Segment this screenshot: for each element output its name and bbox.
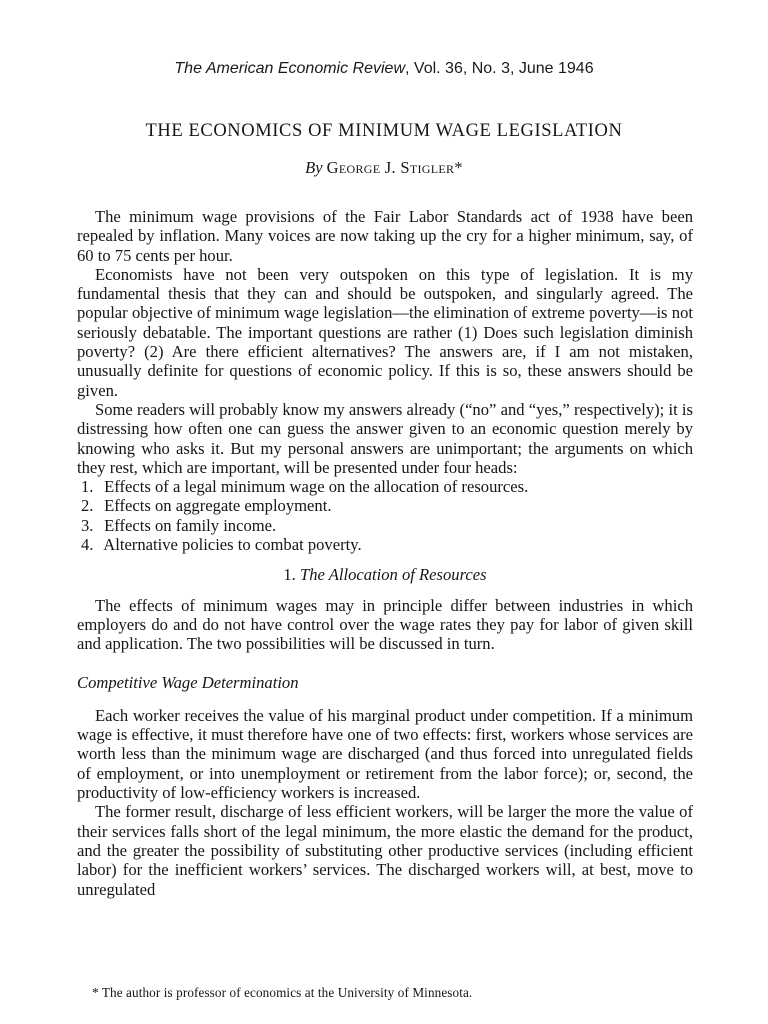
list-item-number: 3. <box>81 515 94 535</box>
list-item <box>81 515 693 535</box>
subsection-heading: Competitive Wage Determination <box>77 672 299 692</box>
list-item-text: Alternative policies to combat poverty. <box>103 535 362 555</box>
list-item <box>81 535 693 555</box>
section-paragraph: The effects of minimum wages may in principle differ between industries in which employers do and do not have control over the wage rates they pay for labor of given skill and application. The two possibilities will be discussed in turn. <box>77 595 693 654</box>
author-name: George J. Stigler* <box>326 158 463 177</box>
subsection-paragraph: The former result, discharge of less efficient workers, will be larger the more the value of their services falls short of the legal minimum, the more elastic the demand for the product, and the greater the possibility of substituting other productive services (including efficient labor) for the inefficient workers’ services. The discharged workers will, at best, move to unregulated <box>77 802 693 899</box>
author-footnote: * The author is professor of economics at the University of Minnesota. <box>92 985 473 1000</box>
list-item-text: Effects on aggregate employment. <box>104 496 332 516</box>
journal-issue: , Vol. 36, No. 3, June 1946 <box>405 60 594 77</box>
subsection-paragraph: Each worker receives the value of his marginal product under competition. If a minimum wage is effective, it must therefore have one of two effects: first, workers whose services are worth less than the minimum wage are discharged (and thus forced into unregulated fields of employment, or into unemployment or retirement from the labor force); or, second, the productivity of low-efficiency workers is increased. <box>77 705 693 803</box>
section-number: 1. <box>283 565 296 585</box>
list-item-number: 1. <box>81 477 94 497</box>
article-body <box>77 207 693 899</box>
list-item-text: Effects on family income. <box>104 515 277 535</box>
journal-name: The American Economic Review <box>174 60 406 77</box>
list-item-text: Effects of a legal minimum wage on the allocation of resources. <box>104 477 529 497</box>
intro-paragraph: Some readers will probably know my answers already (“no” and “yes,” respectively); it is distressing how often one can guess the answer given to an economic question merely by knowing who asks it. But my personal answers are unimportant; the arguments on which they rest, which are important, will be presented under four heads: <box>77 399 693 477</box>
list-item-number: 2. <box>81 496 94 516</box>
article-title: THE ECONOMICS OF MINIMUM WAGE LEGISLATION <box>145 121 623 141</box>
journal-header <box>0 60 768 78</box>
byline <box>0 158 768 178</box>
section-heading <box>77 565 693 584</box>
intro-paragraph: The minimum wage provisions of the Fair Labor Standards act of 1938 have been repealed by inflation. Many voices are now taking up the cry for a higher minimum, say, of 60 to 75 cents per hour. <box>77 207 693 265</box>
list-item <box>81 477 693 497</box>
list-item <box>81 496 693 516</box>
list-item-number: 4. <box>81 535 94 555</box>
intro-paragraph: Economists have not been very outspoken on this type of legislation. It is my fundamental thesis that they can and should be outspoken, and singularly agreed. The popular objective of minimum wage legislation—the elimination of extreme poverty—is not seriously debatable. The important questions are rather (1) Does such legislation diminish poverty? (2) Are there efficient alternatives? The answers are, if I am not mistaken, unusually definite for questions of economic policy. If this is so, these answers should be given. <box>77 264 693 400</box>
heads-list <box>77 477 693 554</box>
section-title: The Allocation of Resources <box>299 565 487 585</box>
byline-by: By <box>305 158 323 177</box>
